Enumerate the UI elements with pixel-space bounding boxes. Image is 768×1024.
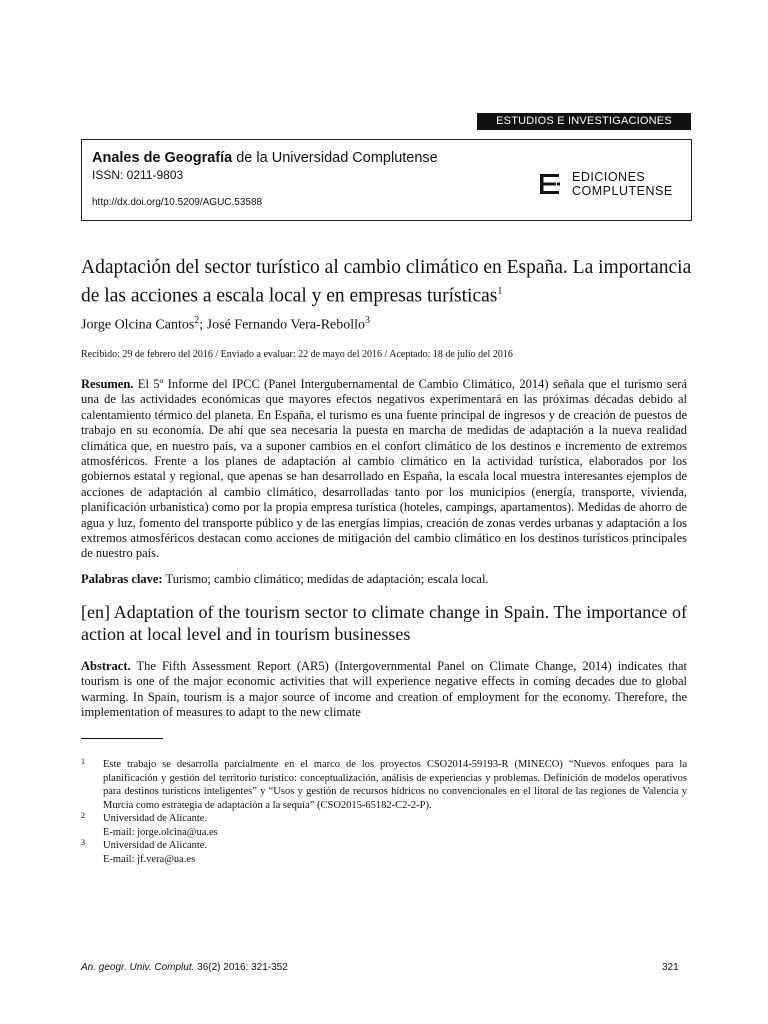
page-number: 321 [662,962,679,973]
publisher-line-2: COMPLUTENSE [572,184,673,198]
issn: ISSN: 0211-9803 [92,168,184,182]
abstract-label: Abstract. [81,659,131,673]
resumen-text: El 5º Informe del IPCC (Panel Intergubernamental de Cambio Climático, 2014) señala que el turismo será una de las actividades económicas que mayores efectos negativos experimentará en las próximas décadas debido al calentamiento térmico del planeta. En España, el turismo es una fuente principal de ingresos y de creación de puestos de trabajo en su economía. De ahí que sea necesaria la puesta en marcha de medidas de adaptación a la nueva realidad climática que, en nuestro país, va a suponer cambios en el confort climático de los destinos e incremento de extremos atmosféricos. Frente a los planes de adaptación al cambio climático en la actividad turística, elaborados por los gobiernos estatal y regional, que apenas se han desarrollado en España, la escala local muestra interesantes ejemplos de acciones de adaptación al cambio climático, desarrolladas tanto por los municipios (energía, transporte, vivienda, planificación urbanística) como por la propia empresa turística (hoteles, campings, apartamentos). Medidas de ahorro de agua y luz, fomento del transporte público y de las energías limpias, creación de zonas verdes urbanas y adaptación a los extremos atmosféricos destacan como acciones de mitigación del cambio climático en los destinos turísticos principales de nuestro país. [81,377,687,561]
section-label: ESTUDIOS E INVESTIGACIONES [477,113,691,130]
footnote-divider [81,738,163,739]
journal-header [81,139,692,221]
english-title: [en] Adaptation of the tourism sector to climate change in Spain. The importance of action at local level and in tourism businesses [81,602,687,644]
ediciones-complutense-logo-icon [537,171,563,197]
footnote-2 [81,812,687,839]
footnote-3 [81,839,687,866]
author-2-ref[interactable]: 3 [365,315,371,326]
journal-name: Anales de Geografía [92,150,233,166]
publisher [537,170,673,198]
author-2: José Fernando Vera-Rebollo [206,317,366,333]
resumen-paragraph [81,377,687,562]
footnote-text: Este trabajo se desarrolla parcialmente en el marco de los proyectos CSO2014-59193-R (MINECO) “Nuevos enfoques para la planificación y gestión del territorio turístico: conceptualización, análisis de experiencias y problemas. Definición de modelos operativos para destinos turísticos inteligentes” y “Usos y gestión de recursos hídricos no convencionales en el litoral de las regiones de Valencia y Murcia como estrategia de adaptación a la sequía” (CSO2015-65182-C2-2-P). [103,759,687,811]
footnote-email[interactable]: E-mail: jorge.olcina@ua.es [103,826,218,838]
keywords-label: Palabras clave: [81,572,163,586]
author-1: Jorge Olcina Cantos [81,317,195,333]
doi-link[interactable]: http://dx.doi.org/10.5209/AGUC.53588 [92,197,263,208]
resumen-label: Resumen. [81,377,134,391]
journal-title [92,150,438,166]
title-footnote-ref[interactable]: 1 [497,286,503,297]
abstract-paragraph [81,659,687,721]
footnotes [81,758,687,866]
submission-dates: Recibido: 29 de febrero del 2016 / Enviado a evaluar: 22 de mayo del 2016 / Aceptado: 18 de julio del 2016 [81,349,513,360]
authors [81,315,370,334]
author-separator: ; [199,317,207,333]
footnote-number: 1 [81,757,85,766]
footer-journal-ref: An. geogr. Univ. Complut. [81,962,195,973]
keywords-paragraph [81,572,687,587]
abstract-text: The Fifth Assessment Report (AR5) (Intergovernmental Panel on Climate Change, 2014) indicates that tourism is one of the major economic activities that will experience negative effects in coming decades due to global warming. In Spain, tourism is a major source of income and creation of employment for the economy. Therefore, the implementation of measures to adapt to the new climate [81,659,687,720]
footnote-1 [81,758,687,812]
article-title [81,256,693,309]
footnote-number: 2 [81,811,85,820]
footnote-email[interactable]: E-mail: jf.vera@ua.es [103,853,196,865]
footnote-affiliation: Universidad de Alicante. [103,840,208,851]
publisher-name [572,170,673,198]
footer-volume: 36(2) 2016: 321-352 [194,962,288,973]
footnote-number: 3 [81,838,85,847]
publisher-line-1: EDICIONES [572,170,646,184]
journal-subtitle: de la Universidad Complutense [232,150,438,166]
footnote-affiliation: Universidad de Alicante. [103,813,208,824]
footer-citation [81,962,288,973]
keywords-text: Turismo; cambio climático; medidas de adaptación; escala local. [162,572,489,586]
article-title-text: Adaptación del sector turístico al cambio climático en España. La importancia de las acciones a escala local y en empresas turísticas [81,257,692,307]
author-1-ref[interactable]: 2 [194,315,200,326]
